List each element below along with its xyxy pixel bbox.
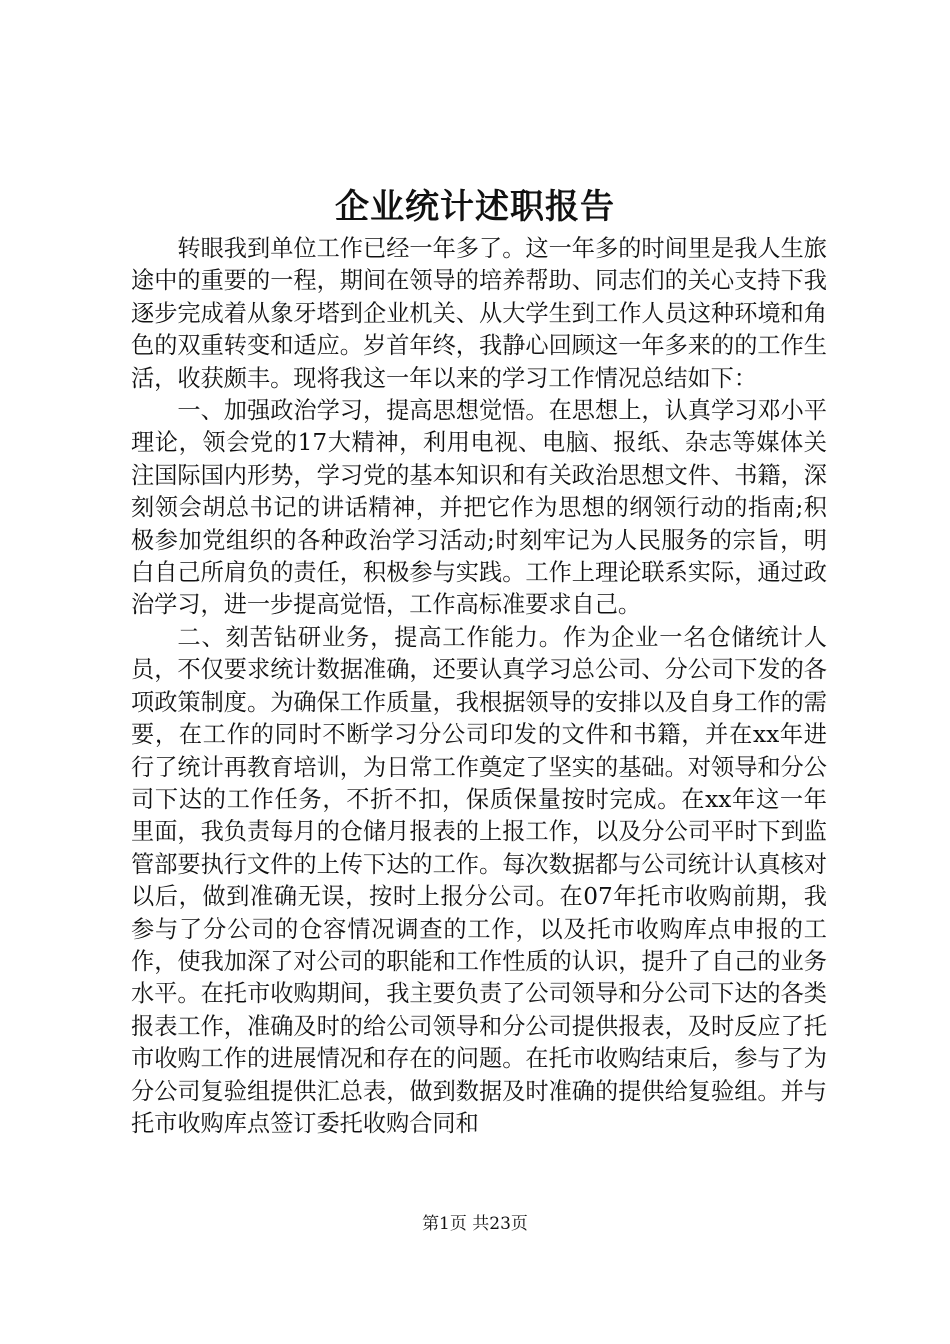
document-body [131,233,827,1140]
page-footer: 第1页 共23页 [422,1214,528,1234]
document-title: 企业统计述职报告 [335,187,615,227]
paragraph-intro: 转眼我到单位工作已经一年多了。这一年多的时间里是我人生旅途中的重要的一程，期间在领导的培养帮助、同志们的关心支持下我逐步完成着从象牙塔到企业机关、从大学生到工作人员这种环境和角色的双重转变和适应。岁首年终，我静心回顾这一年多来的的工作生活，收获颇丰。现将我这一年以来的学习工作情况总结如下： [131,235,827,392]
paragraph-business-study: 二、刻苦钻研业务，提高工作能力。作为企业一名仓储统计人员，不仅要求统计数据准确，还要认真学习总公司、分公司下发的各项政策制度。为确保工作质量，我根据领导的安排以及自身工作的需要，在工作的同时不断学习分公司印发的文件和书籍，并在xx年进行了统计再教育培训，为日常工作奠定了坚实的基础。对领导和分公司下达的工作任务，不折不扣，保质保量按时完成。在xx年这一年里面，我负责每月的仓储月报表的上报工作，以及分公司平时下到监管部要执行文件的上传下达的工作。每次数据都与公司统计认真核对以后，做到准确无误，按时上报分公司。在07年托市收购前期，我参与了分公司的仓容情况调查的工作，以及托市收购库点申报的工作，使我加深了对公司的职能和工作性质的认识，提升了自己的业务水平。在托市收购期间，我主要负责了公司领导和分公司下达的各类报表工作，准确及时的给公司领导和分公司提供报表，及时反应了托市收购工作的进展情况和存在的问题。在托市收购结束后，参与了为分公司复验组提供汇总表，做到数据及时准确的提供给复验组。并与托市收购库点签订委托收购合同和 [131,623,827,1137]
paragraph-political-study: 一、加强政治学习，提高思想觉悟。在思想上，认真学习邓小平理论，领会党的17大精神，利用电视、电脑、报纸、杂志等媒体关注国际国内形势，学习党的基本知识和有关政治思想文件、书籍，深刻领会胡总书记的讲话精神，并把它作为思想的纲领行动的指南;积极参加党组织的各种政治学习活动;时刻牢记为人民服务的宗旨，明白自己所肩负的责任，积极参与实践。工作上理论联系实际，通过政治学习，进一步提高觉悟，工作高标准要求自己。 [131,397,827,619]
